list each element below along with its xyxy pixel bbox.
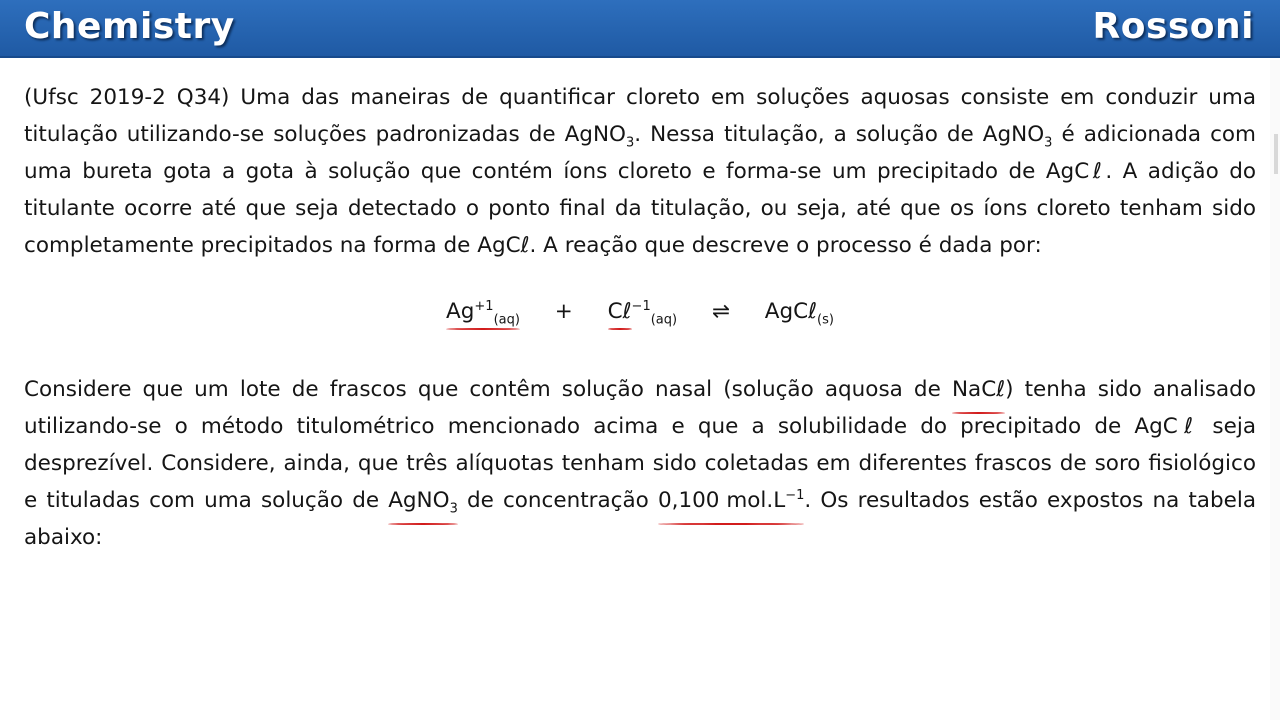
agno3-symbol: AgNO <box>388 488 450 513</box>
chloride-state: (aq) <box>650 312 678 328</box>
plus-sign: + <box>554 299 573 324</box>
statement-text-2: . Nessa titulação, a solução de AgNO <box>634 122 1045 147</box>
nacl-formula: NaCℓ <box>952 371 1005 408</box>
reaction-equation <box>0 298 1280 328</box>
context-text-1: Considere que um lote de frascos que contêm solução nasal (solução aquosa de <box>24 377 952 402</box>
superscript: −1 <box>785 487 805 503</box>
equilibrium-arrow: ⇌ <box>711 299 730 324</box>
silver-chloride <box>764 299 834 328</box>
concentration-text: 0,100 mol.L <box>657 488 786 513</box>
context-text-4: . Os resultados estão expostos na tabela abaixo: <box>24 488 1257 550</box>
chloride-symbol: Cℓ <box>607 299 632 324</box>
product-symbol: AgCℓ <box>764 299 818 324</box>
context-text-2: ) tenha sido analisado utilizando-se o método titulométrico mencionado acima e que a solubilidade do precipitado de AgCℓ seja desprezível. Considere, ainda, que três alíquotas tenham sido coletadas em diferentes frascos de soro fisiológico e tituladas com uma solução de <box>24 377 1256 513</box>
product-state: (s) <box>817 312 834 328</box>
silver-ion <box>446 298 520 328</box>
context-text-3: de concentração <box>457 488 658 513</box>
statement-text-1: (Ufsc 2019-2 Q34) Uma das maneiras de quantificar cloreto em soluções aquosas consiste em conduzir uma titulação utilizando-se soluções padronizadas de AgNO <box>24 85 1256 147</box>
scrollbar-thumb[interactable] <box>1274 134 1278 174</box>
scrollbar-track[interactable] <box>1270 60 1280 720</box>
silver-charge: +1 <box>474 298 494 314</box>
subscript: 3 <box>1044 135 1053 151</box>
agno3-formula <box>388 482 458 519</box>
silver-state: (aq) <box>493 312 520 328</box>
question-context <box>24 371 1256 556</box>
subscript: 3 <box>625 135 635 151</box>
concentration-value <box>658 482 804 519</box>
silver-symbol: Ag <box>446 299 475 324</box>
question-statement <box>24 79 1256 264</box>
subject-title: Chemistry <box>24 6 235 47</box>
statement-text-3: é adicionada com uma bureta gota a gota à solução que contém íons cloreto e forma-se um precipitado de AgCℓ. A adição do titulante ocorre até que seja detectado o ponto final da titulação, ou seja, até que os íons cloreto tenham sido completamente precipitados na forma de AgCℓ. A reação que descreve o processo é dada por: <box>24 122 1256 258</box>
chloride-charge: −1 <box>631 298 651 314</box>
header-bar <box>0 0 1280 58</box>
chloride-ion <box>607 298 678 328</box>
subscript: 3 <box>449 501 458 517</box>
author-name: Rossoni <box>1092 6 1254 47</box>
